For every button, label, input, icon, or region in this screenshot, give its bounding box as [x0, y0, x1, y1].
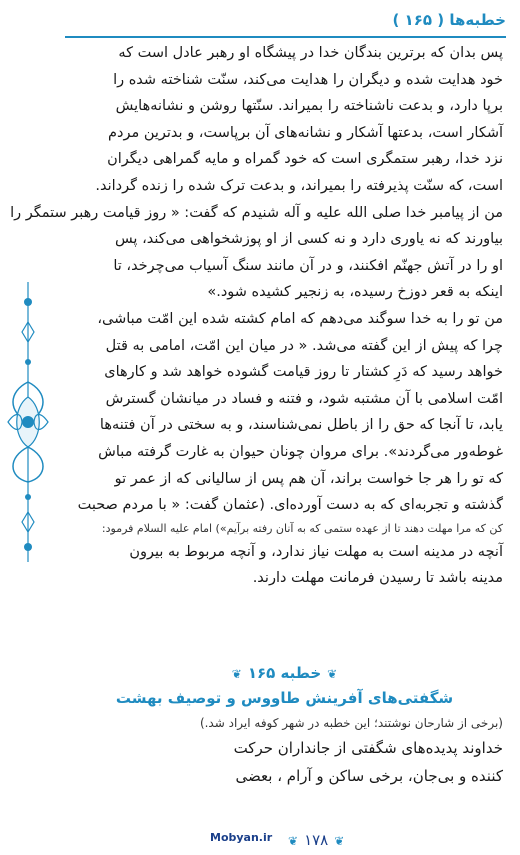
text-line: نزد خدا، رهبر ستمگری است که خود گمراه و مایه گمراهی دیگران	[107, 151, 503, 168]
site-label: Mobyan.ir	[210, 831, 273, 844]
text-line: برپا دارد، و بدعت ناشناخته را بمیراند. سنّتها روشن و نشانه‌هایش	[115, 98, 503, 115]
running-header: خطبه‌ها ( ۱۶۵ )	[392, 11, 506, 29]
paragraph-2	[66, 306, 503, 519]
sermon-title: شگفتی‌های آفرینش طاووس و توصیف بهشت	[115, 689, 454, 707]
source-note: (برخی از شارحان نوشتند؛ این خطبه در شهر کوفه ایراد شد.)	[199, 716, 503, 730]
flourish-icon: ❦	[327, 667, 338, 681]
text-line: من از پیامبر خدا صلی الله علیه و آله شنیدم که گفت: « روز قیامت رهبر ستمگر را	[10, 204, 503, 221]
text-line: که تو را هر جا خواست براند، آن هم پس از سالیانی که از عمر تو	[114, 470, 503, 487]
sermon-number: ❦خطبه ۱۶۵❦	[66, 662, 503, 685]
sermon-body	[66, 712, 503, 790]
paragraph-1	[10, 40, 503, 306]
flourish-icon: ❦	[334, 834, 345, 848]
flourish-icon: ❦	[231, 667, 242, 681]
text-line: گذشته و تجربه‌ای که به دست آورده‌ای. (عثمان گفت: « با مردم صحبت	[77, 497, 503, 514]
side-ornament	[3, 282, 53, 562]
paragraph-3	[66, 539, 503, 592]
main-text	[10, 40, 503, 592]
text-line: مدینه باشد تا رسیدن فرمانت مهلت دارند.	[252, 570, 503, 587]
text-line: خود هدایت شده و دیگران را هدایت می‌کند، سنّت شناخته شده را	[113, 71, 503, 88]
flourish-icon: ❦	[288, 834, 299, 848]
text-line: بیاورند که نه یاوری دارد و نه کسی از او پوزشخواهی می‌کند، پس	[114, 231, 503, 248]
text-line: خواهد رسید که دَرِ کشتار تا روز قیامت گشوده خواهد شد و کارهای	[104, 364, 503, 381]
text-line: یابد، تا آنجا که حق را از باطل نمی‌شناسند، و به سختی در آن فتنه‌ها	[99, 417, 503, 434]
text-line: من تو را به خدا سوگند می‌دهم که امام کشته شده این امّت مباشی،	[97, 310, 503, 327]
sermon-header	[66, 662, 503, 709]
text-line: آشکار است، بدعتها آشکار و نشانه‌های آن برپاست، و بدترین مردم	[108, 124, 503, 141]
header-rule	[65, 36, 506, 38]
text-line: پس بدان که برترین بندگان خدا در پیشگاه او رهبر عادل است که	[118, 45, 503, 61]
text-line: او را در آتش جهنّم افکنند، و در آن مانند سنگ آسیاب می‌چرخد، تا	[113, 257, 503, 274]
text-line: اینکه به قعر دوزخ رسیده، به زنجیر کشیده شود.»	[207, 284, 503, 301]
text-line: آنچه در مدینه است به مهلت نیاز ندارد، و آنچه مربوط به بیرون	[129, 543, 503, 560]
text-line: امّت اسلامی با آن مشتبه شود، و فتنه و فساد در میانشان گسترش	[105, 390, 503, 407]
text-line: است، که سنّت پذیرفته را بمیراند، و بدعت ترک شده را زنده گرداند.	[95, 177, 503, 194]
footnote-line: کن که مرا مهلت دهند تا از عهده ستمی که به آنان رفته برآیم») امام علیه السلام فرمود:	[101, 521, 503, 535]
text-line: خداوند پدیده‌های شگفتی از جانداران حرکت	[233, 739, 503, 757]
page-number: ❦ ۱۷۸ ❦	[288, 831, 345, 849]
page-footer	[0, 823, 520, 851]
sermon-opening	[66, 734, 503, 790]
text-line: کننده و بی‌جان، برخی ساکن و آرام ، بعضی	[235, 767, 503, 785]
text-line: چرا که پیش از این گفته می‌شد. « در میان این امّت، امامی به قتل	[105, 337, 503, 354]
text-line: غوطه‌ور می‌گردند». برای مروان چونان حیوان به غارت گرفته مباش	[98, 443, 503, 460]
